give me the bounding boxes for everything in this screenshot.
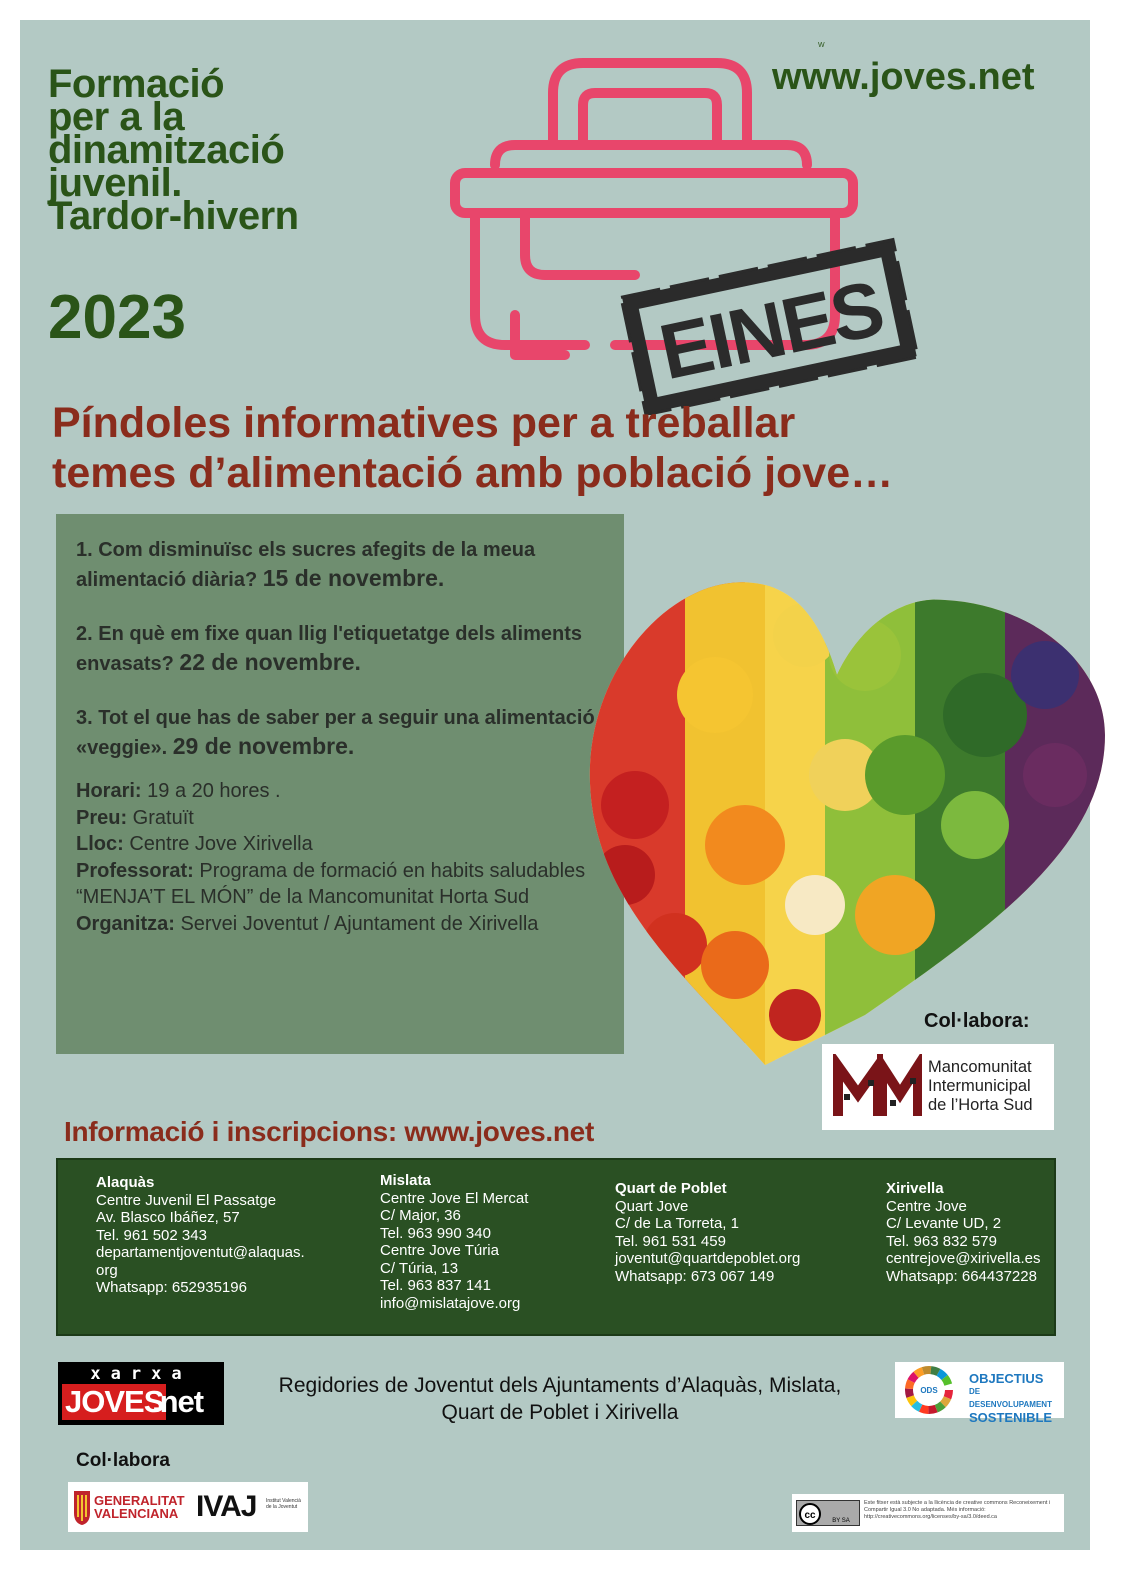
session-title: 3. Tot el que has de saber per a seguir una alimentació «veggie». (76, 707, 595, 759)
ods-text: OBJECTIUS DE DESENVOLUPAMENT SOSTENIBLE (969, 1371, 1053, 1425)
svg-text:cc: cc (804, 1510, 816, 1521)
gva-name: GENERALITAT VALENCIANA (94, 1493, 185, 1521)
collabora-footer-label: Col·labora (76, 1450, 170, 1471)
mancomunitat-emblem-icon (830, 1054, 922, 1120)
event-details (76, 778, 604, 937)
ods-logo (895, 1362, 1064, 1425)
session-item (76, 704, 604, 762)
contact-city: Quart de Poblet (615, 1180, 727, 1197)
contact-city: Xirivella (886, 1180, 944, 1197)
contacts-panel (56, 1158, 1056, 1336)
headline-line: temes d’alimentació amb població jove… (52, 449, 894, 497)
detail-organitza: Organitza: Servei Joventut / Ajuntament de Xirivella (76, 912, 539, 935)
gva-emblem-icon (72, 1487, 92, 1527)
cc-license-icon[interactable] (796, 1500, 860, 1526)
session-item (76, 620, 604, 678)
ivaj-logo: IVAJ (196, 1490, 257, 1523)
contact-mislata: Mislata Centre Jove El Mercat C/ Major, 36 Tel. 963 990 340 Centre Jove Túria C/ Túria, 13 Tel. 963 837 141 info@mislatajove.org (380, 1172, 529, 1312)
regidories-text: Regidories de Joventut dels Ajuntaments d’Alaquàs, Mislata, Quart de Poblet i Xirivella (278, 1374, 842, 1424)
session-info-box (56, 514, 624, 1054)
headline-line: Píndoles informatives per a treballar (52, 399, 796, 447)
inscriptions-heading[interactable]: Informació i inscripcions: www.joves.net (64, 1116, 594, 1147)
detail-horari: Horari: 19 a 20 hores . (76, 780, 281, 802)
title-line: Tardor-hivern (48, 194, 299, 238)
email-link[interactable]: info@mislatajove.org (380, 1294, 521, 1312)
session-date: 15 de novembre. (262, 565, 445, 591)
title-line: Formació (48, 62, 225, 106)
stamp-text: EINES (652, 263, 890, 397)
session-title: 2. En què em fixe quan llig l'etiquetatge dels aliments envasats? (76, 623, 582, 675)
email-link[interactable]: joventut@quartdepoblet.org (615, 1250, 801, 1267)
xarxa-joves-logo[interactable]: xarxa JOVES .net (58, 1362, 224, 1425)
contact-quart-de-poblet: Quart de Poblet Quart Jove C/ de La Torreta, 1 Tel. 961 531 459 joventut@quartdepoblet.org Whatsapp: 673 067 149 (615, 1180, 801, 1285)
event-year: 2023 (48, 283, 186, 352)
session-date: 29 de novembre. (172, 733, 355, 759)
headline (52, 398, 1052, 498)
contact-city: Mislata (380, 1172, 431, 1189)
creative-commons-notice (792, 1494, 1064, 1532)
session-item (76, 536, 604, 594)
mancomunitat-logo (822, 1044, 1054, 1130)
collabora-label: Col·labora: (924, 1010, 1030, 1032)
tiny-mark: W (818, 42, 825, 49)
mancomunitat-name: Mancomunitat Intermunicipal de l’Horta Sud (928, 1058, 1033, 1114)
title-line: per a la (48, 95, 185, 139)
session-title: 1. Com disminuïsc els sucres afegits de la meua alimentació diària? (76, 539, 536, 591)
eines-stamp (620, 235, 920, 415)
detail-lloc: Lloc: Centre Jove Xirivella (76, 833, 313, 855)
title-line: juvenil. (48, 161, 182, 205)
detail-preu: Preu: Gratuït (76, 806, 194, 829)
contact-city: Alaquàs (96, 1174, 155, 1191)
email-link[interactable]: centrejove@xirivella.es (886, 1250, 1041, 1267)
ods-center-text: ODS (920, 1386, 938, 1395)
title-line: dinamització (48, 128, 285, 172)
cc-license-text: Este fitxer està subjecte a la llicència de creative commons Reconeixement i Compartir Igual 3.0 No adaptada. Més informació: http://creativecommons.org/licenses/by-sa/3.0/deed.ca (864, 1500, 1051, 1520)
fruit-vegetable-heart-image (565, 545, 1110, 1090)
ods-wheel-icon (895, 1362, 965, 1418)
ivaj-subtitle: Institut Valencià de la Joventut (266, 1498, 301, 1510)
contact-xirivella: Xirivella Centre Jove C/ Levante UD, 2 Tel. 963 832 579 centrejove@xirivella.es Whatsapp: 664437228 (886, 1180, 1041, 1285)
website-link-top[interactable]: www.joves.net (772, 56, 1035, 98)
contact-alaquas: Alaquàs Centre Juvenil El Passatge Av. Blasco Ibáñez, 57 Tel. 961 502 343 departamentjoventut@alaquas. org Whatsapp: 652935196 (96, 1174, 305, 1296)
cc-badge-text: BY SA (832, 1518, 850, 1524)
email-link[interactable]: departamentjoventut@alaquas. (96, 1244, 305, 1261)
detail-professorat: Professorat: Programa de formació en habits saludables “MENJA’T EL MÓN” de la Mancomunitat Horta Sud (76, 859, 586, 908)
gva-ivaj-logos (68, 1482, 308, 1532)
session-date: 22 de novembre. (179, 649, 361, 675)
event-title (48, 62, 299, 238)
poster (20, 20, 1090, 1550)
